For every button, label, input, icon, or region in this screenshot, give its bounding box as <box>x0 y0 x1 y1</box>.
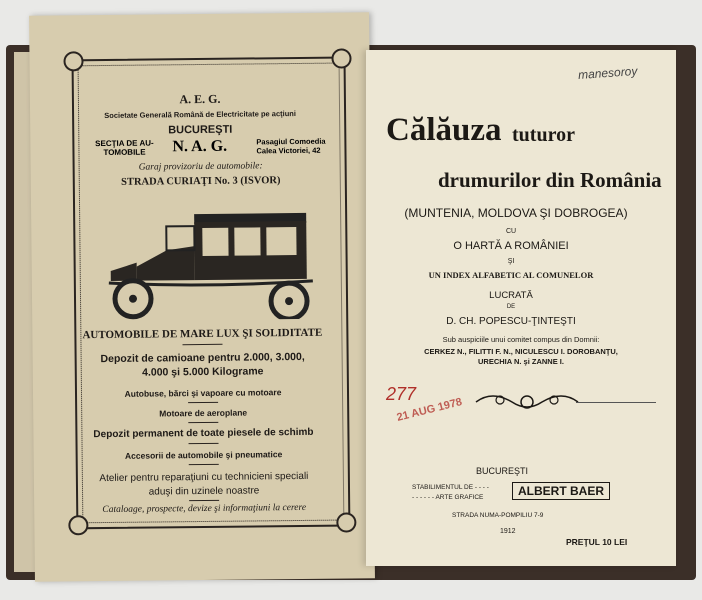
accesorii-text: Accesorii de automobile şi pneumatice <box>124 449 283 461</box>
aeg-company: Societate Generală Română de Electricitate pe acţiuni <box>104 109 297 121</box>
corner-ornament <box>68 515 88 535</box>
word-de: DE <box>506 304 516 310</box>
autobuse-text: Autobuse, bărci şi vapoare cu motoare <box>124 387 282 399</box>
strada-text: STRADA CURIAŢI No. 3 (ISVOR) <box>121 175 281 188</box>
floral-ornament-icon <box>472 390 582 414</box>
stamp-number: 277 <box>386 384 417 404</box>
nag-title: N. A. G. <box>172 137 228 156</box>
title-line2: drumurilor din România <box>438 168 662 192</box>
street-text: STRADA NUMA-POMPILIU 7-9 <box>452 512 544 519</box>
title-word-calauza: Călăuza <box>386 112 502 148</box>
word-cu: CU <box>505 228 517 235</box>
aeg-city: BUCUREŞTI <box>168 123 233 137</box>
motoare-text: Motoare de aeroplane <box>159 407 248 419</box>
sectia-label: SECŢIA DE AU- TOMOBILE <box>95 138 154 158</box>
corner-ornament <box>63 51 83 71</box>
regions-text: (MUNTENIA, MOLDOVA ŞI DOBROGEA) <box>404 206 628 220</box>
title-page <box>366 50 676 566</box>
handwritten-signature: manesoroy <box>577 63 638 83</box>
auspicii-text: Sub auspiciile unui comitet compus din Domnii: <box>442 335 600 344</box>
car-illustration <box>106 211 317 321</box>
city-text: BUCUREŞTI <box>476 466 529 476</box>
stamp-date: 21 AUG 1978 <box>395 396 464 424</box>
atelier-line2: aduşi din uzinele noastre <box>148 485 260 498</box>
author: D. CH. POPESCU-ŢINTEŞTI <box>446 316 576 327</box>
price-text: PREŢUL 10 LEI <box>566 537 628 547</box>
corner-ornament <box>331 48 351 68</box>
year-text: 1912 <box>500 528 516 535</box>
advertisement-page <box>29 12 375 582</box>
depozit-line2: 4.000 şi 5.000 Kilograme <box>142 365 264 379</box>
garaj-text: Garaj provizoriu de automobile: <box>138 161 263 173</box>
corner-ornament <box>336 512 356 532</box>
harta-text: O HARTĂ A ROMÂNIEI <box>453 240 569 252</box>
cataloage-text: Cataloage, prospecte, devize şi informaţiuni la cerere <box>102 502 307 516</box>
nag-address: Pasagiul Comoedia Calea Victoriei, 42 <box>256 136 326 156</box>
piese-text: Depozit permanent de toate piesele de schimb <box>93 426 314 441</box>
title-word-tuturor: tuturor <box>512 124 575 146</box>
printer-name: ALBERT BAER <box>512 482 610 500</box>
depozit-line1: Depozit de camioane pentru 2.000, 3.000, <box>100 350 305 366</box>
committee-line2: URECHIA N. şi ZANNE I. <box>478 357 564 366</box>
headline: AUTOMOBILE DE MARE LUX ŞI SOLIDITATE <box>82 326 323 342</box>
word-si: ŞI <box>507 258 515 265</box>
lucrata-text: LUCRATĂ <box>489 290 533 301</box>
committee-line1: CERKEZ N., FILITTI F. N., NICULESCU I. DOROBANŢU, <box>424 347 618 356</box>
aeg-title: A. E. G. <box>179 91 221 107</box>
index-text: UN INDEX ALFABETIC AL COMUNELOR <box>428 270 594 280</box>
stabiliment-text: STABILIMENTUL DE - - - - <box>412 484 489 491</box>
atelier-line1: Atelier pentru reparaţiuni cu technicieni speciali <box>99 470 309 485</box>
arte-grafice-text: - - - - - - ARTE GRAFICE <box>412 494 484 501</box>
